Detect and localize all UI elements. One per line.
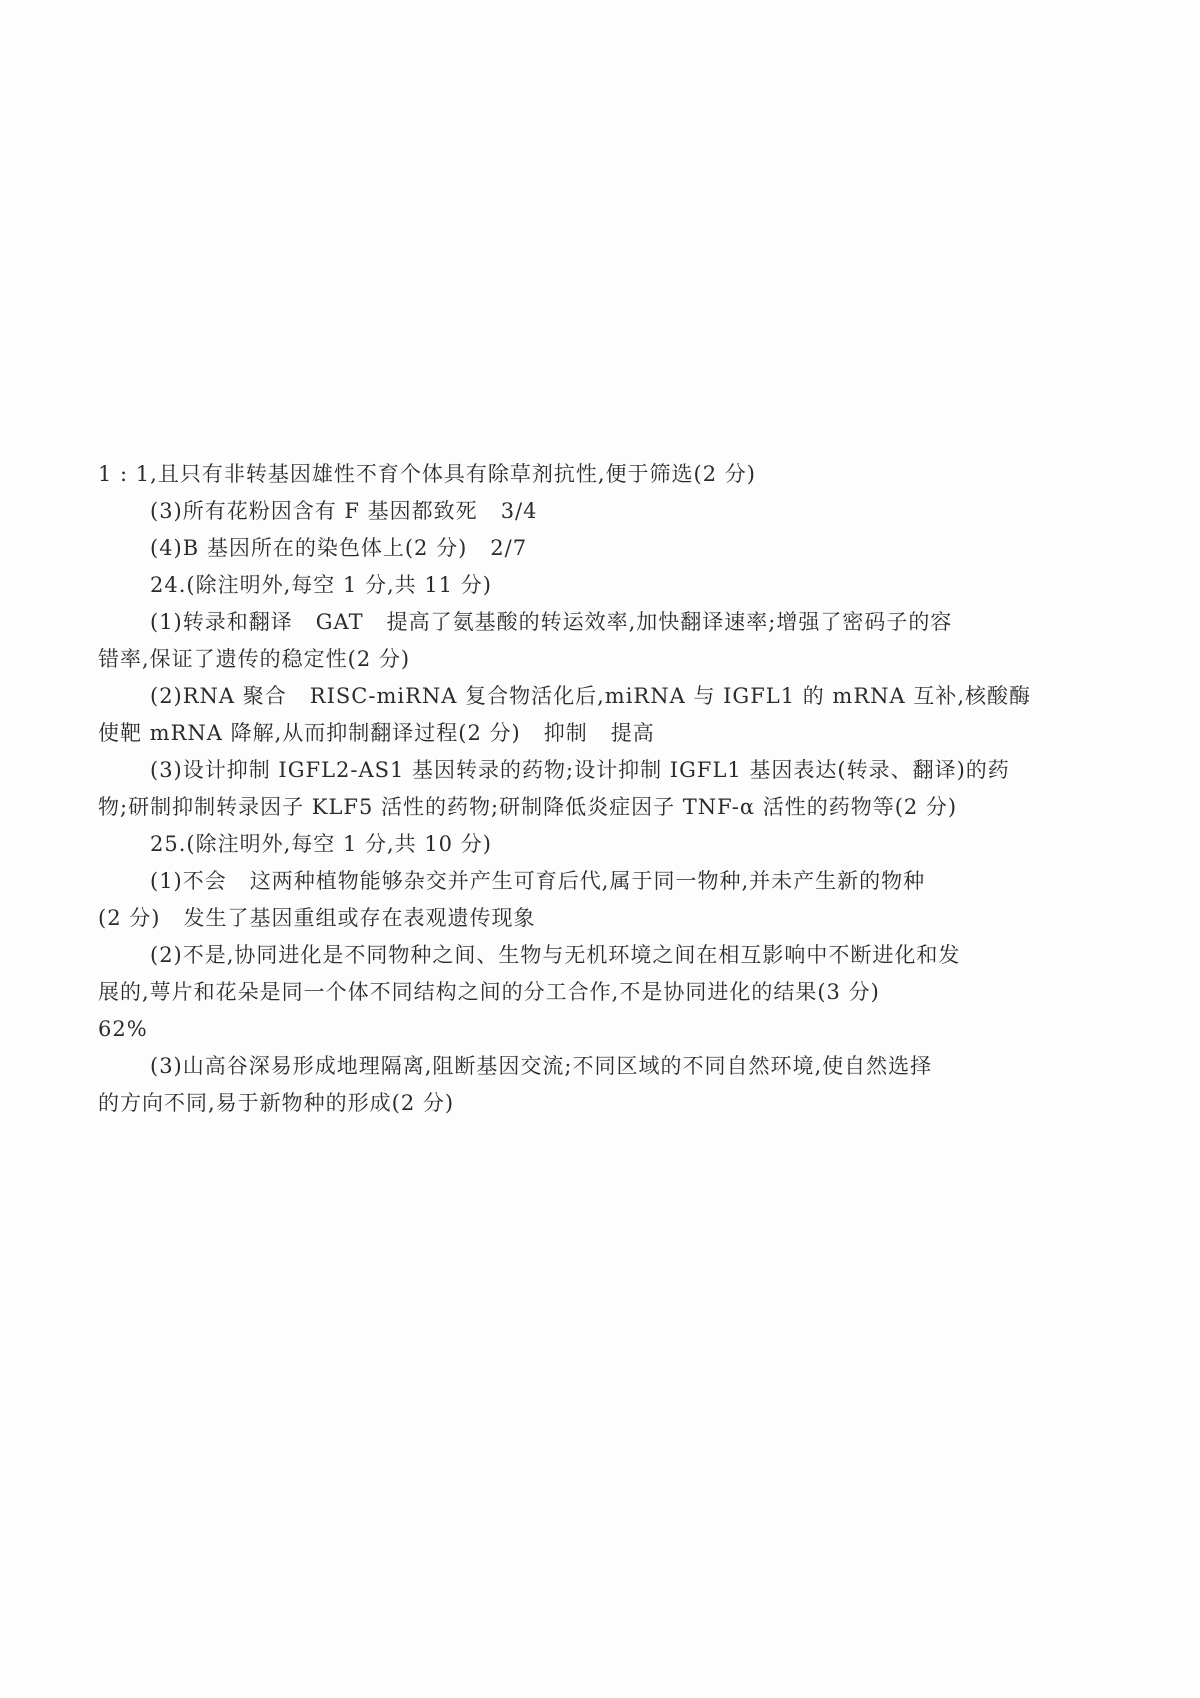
answer-line: 使靶 mRNA 降解,从而抑制翻译过程(2 分) 抑制 提高 bbox=[98, 721, 655, 745]
answer-line: 的方向不同,易于新物种的形成(2 分) bbox=[98, 1091, 455, 1115]
question-heading-24: 24.(除注明外,每空 1 分,共 11 分) bbox=[150, 573, 492, 597]
answer-line: 错率,保证了遗传的稳定性(2 分) bbox=[98, 647, 411, 671]
answer-line: (3)山高谷深易形成地理隔离,阻断基因交流;不同区域的不同自然环境,使自然选择 bbox=[150, 1054, 933, 1078]
answer-line: 物;研制抑制转录因子 KLF5 活性的药物;研制降低炎症因子 TNF-α 活性的药物等(2 分) bbox=[98, 795, 958, 819]
answer-line: (1)不会 这两种植物能够杂交并产生可育后代,属于同一物种,并未产生新的物种 bbox=[150, 869, 926, 893]
answer-line: (2)RNA 聚合 RISC-miRNA 复合物活化后,miRNA 与 IGFL1 的 mRNA 互补,核酸酶 bbox=[150, 684, 1032, 708]
answer-line: (2)不是,协同进化是不同物种之间、生物与无机环境之间在相互影响中不断进化和发 bbox=[150, 943, 961, 967]
answer-line: 1 : 1,且只有非转基因雄性不育个体具有除草剂抗性,便于筛选(2 分) bbox=[98, 462, 756, 486]
answer-line: (2 分) 发生了基因重组或存在表观遗传现象 bbox=[98, 906, 536, 930]
question-heading-25: 25.(除注明外,每空 1 分,共 10 分) bbox=[150, 832, 492, 856]
answer-line: 62% bbox=[98, 1017, 148, 1041]
answer-text-block bbox=[98, 456, 1118, 1122]
answer-line: (3)设计抑制 IGFL2-AS1 基因转录的药物;设计抑制 IGFL1 基因表达(转录、翻译)的药 bbox=[150, 758, 1010, 782]
answer-line: (1)转录和翻译 GAT 提高了氨基酸的转运效率,加快翻译速率;增强了密码子的容 bbox=[150, 610, 953, 634]
answer-line: (4)B 基因所在的染色体上(2 分) 2/7 bbox=[150, 536, 528, 560]
answer-line: (3)所有花粉因含有 F 基因都致死 3/4 bbox=[150, 499, 538, 523]
answer-line: 展的,萼片和花朵是同一个体不同结构之间的分工合作,不是协同进化的结果(3 分) bbox=[98, 980, 880, 1004]
